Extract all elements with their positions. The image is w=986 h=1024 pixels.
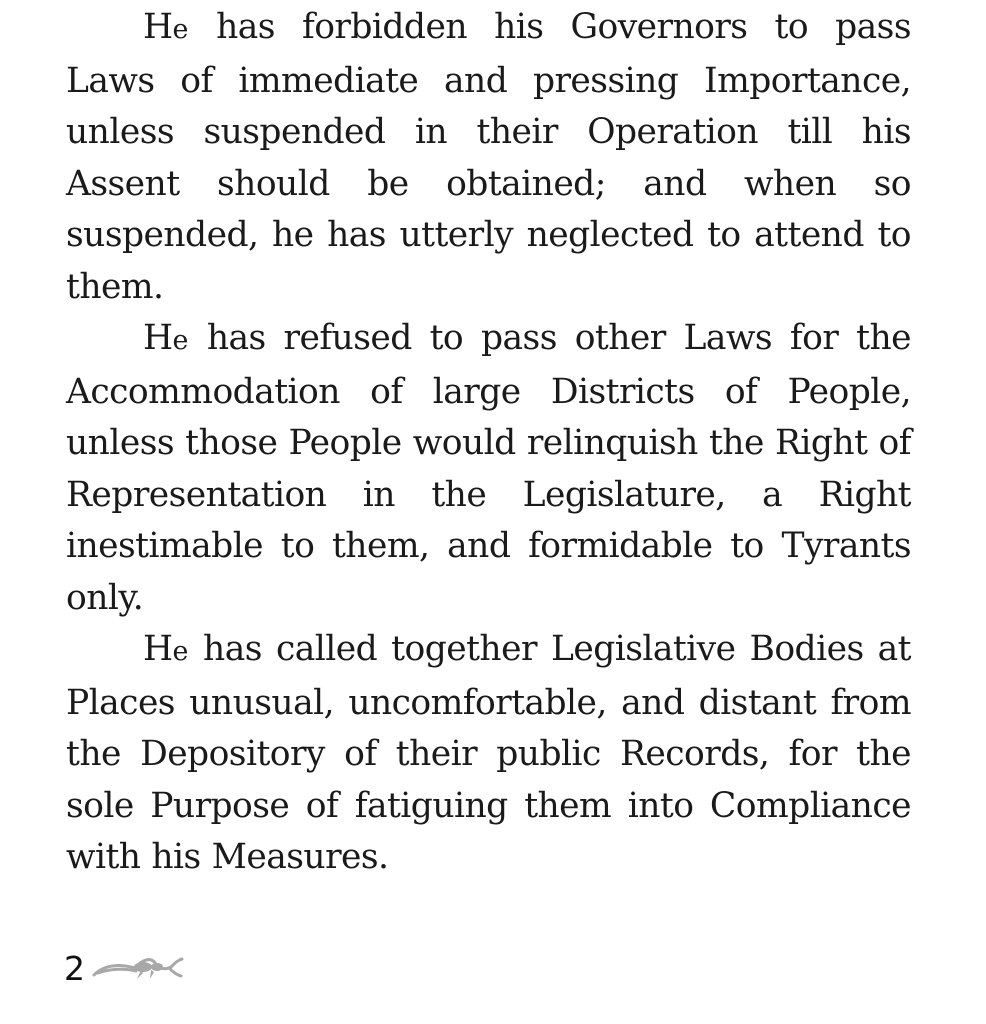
paragraph-2 <box>66 313 911 624</box>
paragraph-2-lead: H <box>143 318 173 358</box>
paragraph-3 <box>66 624 911 884</box>
paragraph-1 <box>66 2 911 313</box>
paragraph-2-text: has refused to pass other Laws for the Accommodation of large Districts of People, unless those People would relinquish the Right of Representation in the Legislature, a Right inestimable to them, and formidable to Tyrants only. <box>66 318 911 618</box>
page-number: 2 <box>64 949 85 988</box>
paragraph-1-lead-smallcap: e <box>172 14 189 45</box>
paragraph-3-lead-smallcap: e <box>172 636 189 667</box>
paragraph-1-lead: H <box>143 7 173 47</box>
page-body <box>66 2 911 884</box>
page-footer <box>64 947 185 991</box>
paragraph-2-lead-smallcap: e <box>172 325 189 356</box>
paragraph-1-text: has forbidden his Governors to pass Laws of immediate and pressing Importance, unless suspended in their Operation till his Assent should be obtained; and when so suspended, he has utterly neglected to attend to them. <box>66 7 911 307</box>
paragraph-3-lead: H <box>143 629 173 669</box>
flourish-ornament-icon <box>91 955 185 983</box>
paragraph-3-text: has called together Legislative Bodies at Places unusual, uncomfortable, and distant from the Depository of their public Records, for the sole Purpose of fatiguing them into Compliance with his Measures. <box>66 629 911 877</box>
